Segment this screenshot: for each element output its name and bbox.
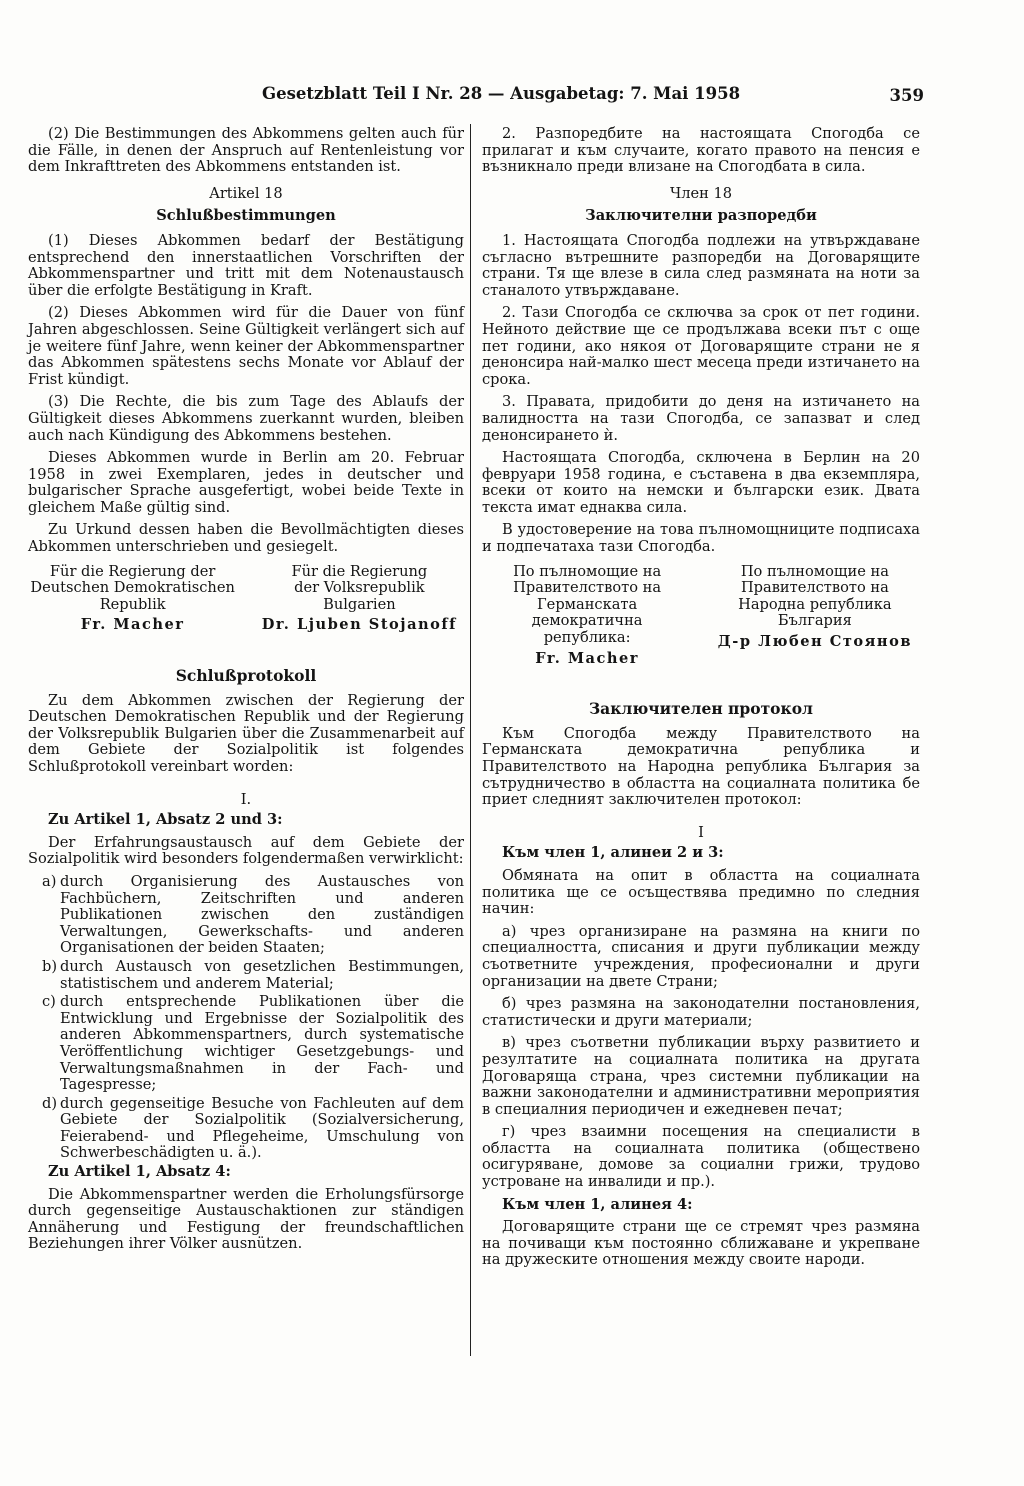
signature-line: Германската демократична bbox=[531, 595, 643, 630]
signature-block bbox=[482, 564, 920, 668]
paragraph: (2) Die Bestimmungen des Abkommens gelten auch für die Fälle, in denen der Anspruch auf Rentenleistung vor dem Inkrafttreten des Abkommens entstanden ist. bbox=[28, 125, 464, 176]
paragraph: Договарящите страни ще се стремят чрез размяна на почиващи към постоянно сближаване и укрепване на дружеските отношения между своите народи. bbox=[482, 1218, 920, 1269]
signatory-name: Д-р Любен Стоянов bbox=[717, 633, 912, 651]
protocol-title: Заключителен протокол bbox=[588, 699, 813, 719]
paragraph: В удостоверение на това пълномощниците подписаха и подпечатаха тази Спогодба. bbox=[482, 521, 920, 556]
subheading: Към член 1, алинея 4: bbox=[502, 1195, 693, 1213]
list-item bbox=[28, 959, 464, 992]
signatory-name: Fr. Macher bbox=[535, 649, 639, 667]
column-divider bbox=[470, 124, 471, 1356]
list-item: г) чрез взаимни посещения на специалисти в областта на социалната политика (обществено осигуряване, домове за социални грижи, трудово устроване на инвалиди и пр.). bbox=[482, 1123, 920, 1191]
list-letter: c) bbox=[42, 993, 56, 1011]
signature-line: Правителството на bbox=[740, 579, 889, 597]
subheading: Към член 1, алинеи 2 и 3: bbox=[502, 844, 724, 862]
signature-line: По пълномощие на bbox=[513, 562, 662, 580]
page-number: 359 bbox=[889, 86, 924, 105]
signature-line: Народна република bbox=[738, 595, 892, 613]
page-title: Gesetzblatt Teil I Nr. 28 — Ausgabetag: 7. Mai 1958 bbox=[262, 84, 741, 103]
signature-bulgaria bbox=[255, 564, 464, 634]
bulgarian-column bbox=[482, 126, 920, 1275]
paragraph: Dieses Abkommen wurde in Berlin am 20. Februar 1958 in zwei Exemplaren, jedes in deutscher und bulgarischer Sprache ausgefertigt, wobei beide Texte in gleichem Maße gültig sind. bbox=[28, 449, 464, 516]
list-item: а) чрез организиране на размяна на книги по специалността, списания и други публикации между съответните учреждения, професионални и други организации на двете Страни; bbox=[482, 922, 920, 990]
list-item bbox=[28, 994, 464, 1094]
signature-line: Für die Regierung der bbox=[49, 562, 216, 580]
paragraph: Der Erfahrungsaustausch auf dem Gebiete der Sozialpolitik wird besonders folgendermaßen verwirklicht: bbox=[28, 833, 464, 868]
signature-line: Für die Regierung bbox=[291, 562, 428, 580]
signatory-name: Fr. Macher bbox=[80, 616, 185, 634]
list-item: б) чрез размяна на законодателни постановления, статистически и други материали; bbox=[482, 995, 920, 1029]
list-text: durch entsprechende Publikationen über die Entwicklung und Ergebnisse der Sozialpolitik des anderen Abkommenspartners, durch systematische Veröffentlichung wichtiger Gesetzgebungs- und Verwaltungsmaßnahmen in der Fach- und Tagespresse; bbox=[60, 993, 464, 1094]
section-number: I bbox=[698, 823, 704, 841]
list-item bbox=[28, 1096, 464, 1162]
paragraph: (2) Dieses Abkommen wird für die Dauer von fünf Jahren abgeschlossen. Seine Gültigkeit verlängert sich auf je weitere fünf Jahre, wenn keiner der Abkommenspartner das Abkommen spätestens sechs Monate vor Ablauf der Frist kündigt. bbox=[28, 304, 464, 388]
list-text: durch Organisierung des Austausches von Fachbüchern, Zeitschriften und anderen Publikationen zwischen den zuständigen Verwaltungen, Gewerkschafts- und anderen Organisationen der beiden Staaten; bbox=[60, 872, 464, 957]
article-subtitle: Заключителни разпоредби bbox=[585, 207, 817, 225]
paragraph: Zu dem Abkommen zwischen der Regierung der Deutschen Demokratischen Republik und der Regierung der Volksrepublik Bulgarien über die Zusammenarbeit auf dem Gebiete der Sozialpolitik ist folgendes Schlußprotokoll vereinbart worden: bbox=[28, 691, 464, 775]
signature-line: Deutschen Demokratischen bbox=[30, 579, 235, 597]
paragraph: 2. Разпоредбите на настоящата Спогодба се прилагат и към случаите, когато правото на пенсия е възникнало преди влизане на Спогодбата в сила. bbox=[482, 125, 920, 176]
list-text: durch gegenseitige Besuche von Fachleuten auf dem Gebiete der Sozialpolitik (Sozialversicherung, Feierabend- und Pflegeheime, Umschulung von Schwerbeschädigten u. ä.). bbox=[60, 1094, 464, 1162]
paragraph: Към Спогодба между Правителството на Германската демократична република и Правителството на Народна република България за сътрудничество в областта на социалната политика бе приет следният заключителен протокол: bbox=[482, 724, 920, 809]
subheading: Zu Artikel 1, Absatz 2 und 3: bbox=[48, 811, 283, 829]
signature-line: По пълномощие на bbox=[740, 562, 889, 580]
signature-block bbox=[28, 564, 464, 634]
page-header bbox=[0, 84, 1024, 114]
paragraph: Die Abkommenspartner werden die Erholungsfürsorge durch gegenseitige Austauschaktionen zur ständigen Annäherung und Festigung der freundschaftlichen Beziehungen ihrer Völker ausnützen. bbox=[28, 1185, 464, 1253]
protocol-title: Schlußprotokoll bbox=[175, 666, 317, 686]
article-subtitle: Schlußbestimmungen bbox=[156, 207, 336, 225]
signature-line: България bbox=[777, 612, 852, 630]
german-column bbox=[28, 126, 464, 1259]
signature-line: Bulgarien bbox=[323, 595, 396, 613]
subheading: Zu Artikel 1, Absatz 4: bbox=[48, 1163, 231, 1181]
signature-line: der Volksrepublik bbox=[294, 579, 425, 597]
section-number: I. bbox=[240, 790, 252, 808]
signature-gdr bbox=[482, 564, 692, 668]
paragraph: 2. Тази Спогодба се сключва за срок от пет години. Нейното действие ще се продължава всеки път с още пет години, ако някоя от Договарящите страни не я денонсира най-малко шест месеца преди изтичането на срока. bbox=[482, 304, 920, 388]
paragraph: 3. Правата, придобити до деня на изтичането на валидността на тази Спогодба, се запазват и след денонсирането ѝ. bbox=[482, 393, 920, 444]
paragraph: (3) Die Rechte, die bis zum Tage des Ablaufs der Gültigkeit dieses Abkommens zuerkannt wurden, bleiben auch nach Kündigung des Abkommens bestehen. bbox=[28, 393, 464, 444]
paragraph: Zu Urkund dessen haben die Bevollmächtigten dieses Abkommen unterschrieben und gesiegelt. bbox=[28, 521, 464, 556]
paragraph: Настоящата Спогодба, сключена в Берлин на 20 февруари 1958 година, е съставена в два екземпляра, всеки от които на немски и български език. Двата текста имат еднаква сила. bbox=[482, 449, 920, 516]
signature-gdr bbox=[28, 564, 237, 634]
list-item: в) чрез съответни публикации върху развитието и резултатите на социалната политика на другата Договаряща страна, чрез системни публикации на важни законодателни и административни мероприятия в специалния периодичен и ежедневен печат; bbox=[482, 1034, 920, 1118]
list-letter: d) bbox=[42, 1094, 58, 1112]
list-letter: a) bbox=[42, 872, 57, 890]
paragraph: (1) Dieses Abkommen bedarf der Bestätigung entsprechend den innerstaatlichen Vorschriften der Abkommenspartner und tritt mit dem Notenaustausch über die erfolgte Bestätigung in Kraft. bbox=[28, 231, 464, 299]
paragraph: 1. Настоящата Спогодба подлежи на утвърждаване съгласно вътрешните разпоредби на Договарящите страни. Тя ще влезе в сила след размяната на ноти за станалото утвърждаване. bbox=[482, 231, 920, 299]
paragraph: Обмяната на опит в областта на социалната политика ще се осъществява предимно по следния начин: bbox=[482, 866, 920, 918]
list-item bbox=[28, 874, 464, 957]
article-title: Artikel 18 bbox=[209, 184, 283, 202]
signature-line: Правителството на bbox=[513, 579, 662, 597]
list-letter: b) bbox=[42, 957, 58, 975]
article-title: Член 18 bbox=[669, 184, 733, 202]
signature-line: Republik bbox=[99, 595, 166, 613]
signature-bulgaria bbox=[710, 564, 920, 668]
signatory-name: Dr. Ljuben Stojanoff bbox=[261, 616, 457, 634]
signature-line: република: bbox=[543, 629, 631, 647]
list-text: durch Austausch von gesetzlichen Bestimmungen, statistischem und anderem Material; bbox=[60, 957, 464, 992]
